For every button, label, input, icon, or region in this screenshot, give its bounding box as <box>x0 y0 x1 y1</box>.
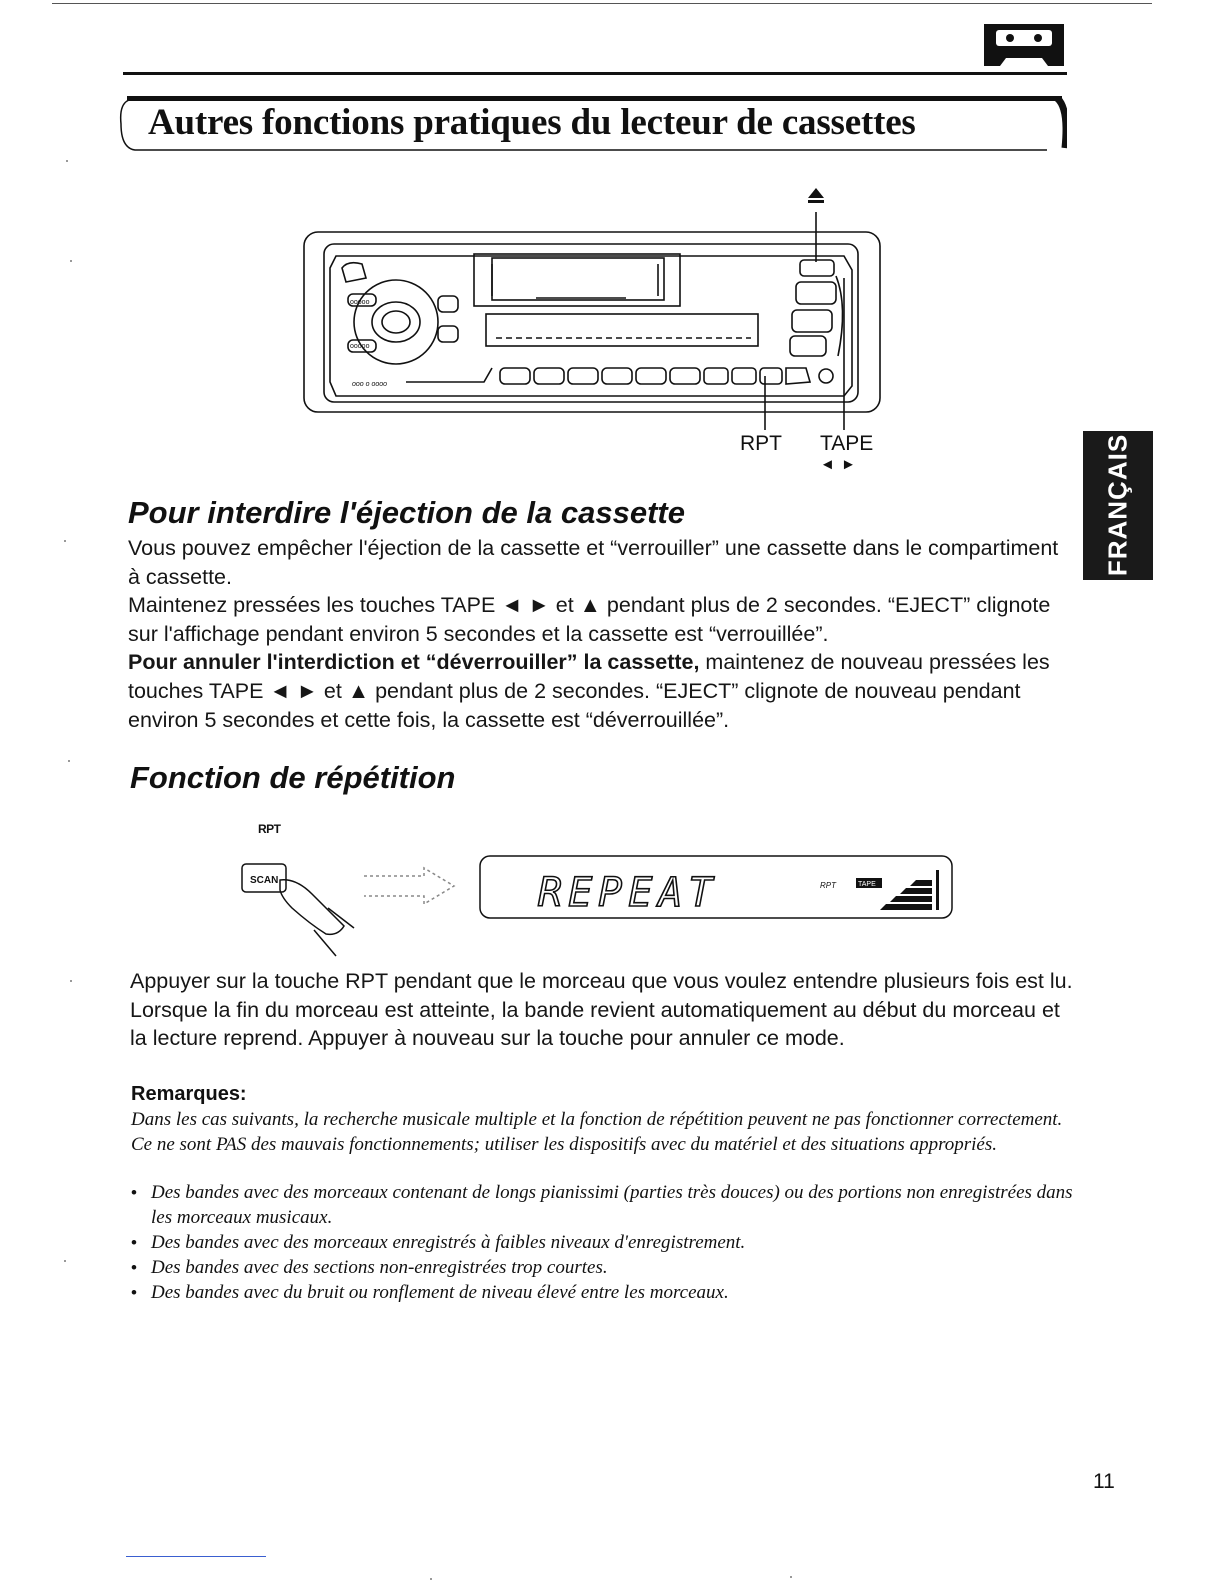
eject-cancel-text: maintenez de nouveau pressées les touches TAPE ◄ ► et ▲ pendant plus de 2 secondes. “EJECT” clignote de nouveau pendant environ 5 secondes et cette fois, la cassette est “déverrouillée”. <box>128 650 1050 732</box>
display-tape-indicator: TAPE <box>858 881 876 888</box>
scan-speck <box>64 1260 66 1262</box>
language-tab-label: FRANÇAIS <box>1102 433 1133 577</box>
eject-paragraph-1: Vous pouvez empêcher l'éjection de la cassette et “verrouiller” une cassette dans le compartiment à cassette. <box>128 536 1059 589</box>
tape-button-label: TAPE <box>820 432 874 455</box>
scan-speck <box>64 540 66 542</box>
car-stereo-faceplate-diagram <box>296 186 886 476</box>
list-item: • Des bandes avec du bruit ou ronflement de niveau élevé entre les morceaux. <box>131 1280 1076 1305</box>
top-rule <box>52 3 1152 4</box>
eject-paragraph-2: Maintenez pressées les touches TAPE ◄ ► et ▲ pendant plus de 2 secondes. “EJECT” clignote sur l'affichage pendant environ 5 secondes et la cassette est “verrouillée”. <box>128 593 1051 646</box>
scan-speck <box>430 1578 432 1580</box>
display-rpt-indicator: RPT <box>820 881 836 890</box>
svg-text:ooo o oooo: ooo o oooo <box>352 381 388 388</box>
remarks-intro: Dans les cas suivants, la recherche musicale multiple et la fonction de répétition peuvent ne pas fonctionner correctement. Ce ne sont PAS des mauvais fonctionnements; utiliser les dispositifs avec du matériel et des situations appropriés. <box>131 1109 1063 1155</box>
display-repeat-text: REPEAT <box>538 870 719 916</box>
scan-speck <box>66 160 68 162</box>
bottom-line <box>126 1556 266 1557</box>
svg-text:ooooo: ooooo <box>350 343 370 350</box>
repeat-description: Appuyer sur la touche RPT pendant que le morceau que vous voulez entendre plusieurs fois est lu. Lorsque la fin du morceau est atteinte, la bande revient automatiquement au début du morceau et la lecture reprend. Appuyer à nouveau sur la touche pour annuler ce mode. <box>130 969 1073 1051</box>
page-title: Autres fonctions pratiques du lecteur de cassettes <box>148 102 916 143</box>
scan-speck <box>790 1576 792 1578</box>
eject-cancel-lead: Pour annuler l'interdiction et “déverrouiller” la cassette, <box>128 650 700 675</box>
level-meter-icon <box>880 870 939 910</box>
scan-speck <box>70 260 72 262</box>
repeat-display-diagram <box>240 852 960 962</box>
header-rule <box>123 72 1067 75</box>
rpt-button-label: RPT <box>740 432 782 455</box>
svg-text:ooooo: ooooo <box>350 299 370 306</box>
tape-arrows-symbol: ◄ ► <box>820 456 857 473</box>
eject-lock-text <box>128 534 1074 734</box>
display-scan-label: SCAN <box>250 875 279 886</box>
list-item: • Des bandes avec des sections non-enregistrées trop courtes. <box>131 1255 1076 1280</box>
list-item: • Des bandes avec des morceaux contenant de longs pianissimi (parties très douces) ou des portions non enregistrées dans les morceaux musicaux. <box>131 1180 1076 1230</box>
section-heading-repeat: Fonction de répétition <box>130 760 456 795</box>
remarks-list <box>131 1180 1076 1305</box>
list-item: • Des bandes avec des morceaux enregistrés à faibles niveaux d'enregistrement. <box>131 1230 1076 1255</box>
remarks-heading: Remarques: <box>131 1083 247 1105</box>
scan-speck <box>68 760 70 762</box>
eject-paragraph-3 <box>128 648 1074 734</box>
scan-speck <box>70 980 72 982</box>
cassette-icon <box>982 20 1066 70</box>
section-heading-eject-lock: Pour interdire l'éjection de la cassette <box>128 495 685 530</box>
rpt-small-label: RPT <box>258 822 281 836</box>
page-number: 11 <box>1093 1470 1115 1493</box>
